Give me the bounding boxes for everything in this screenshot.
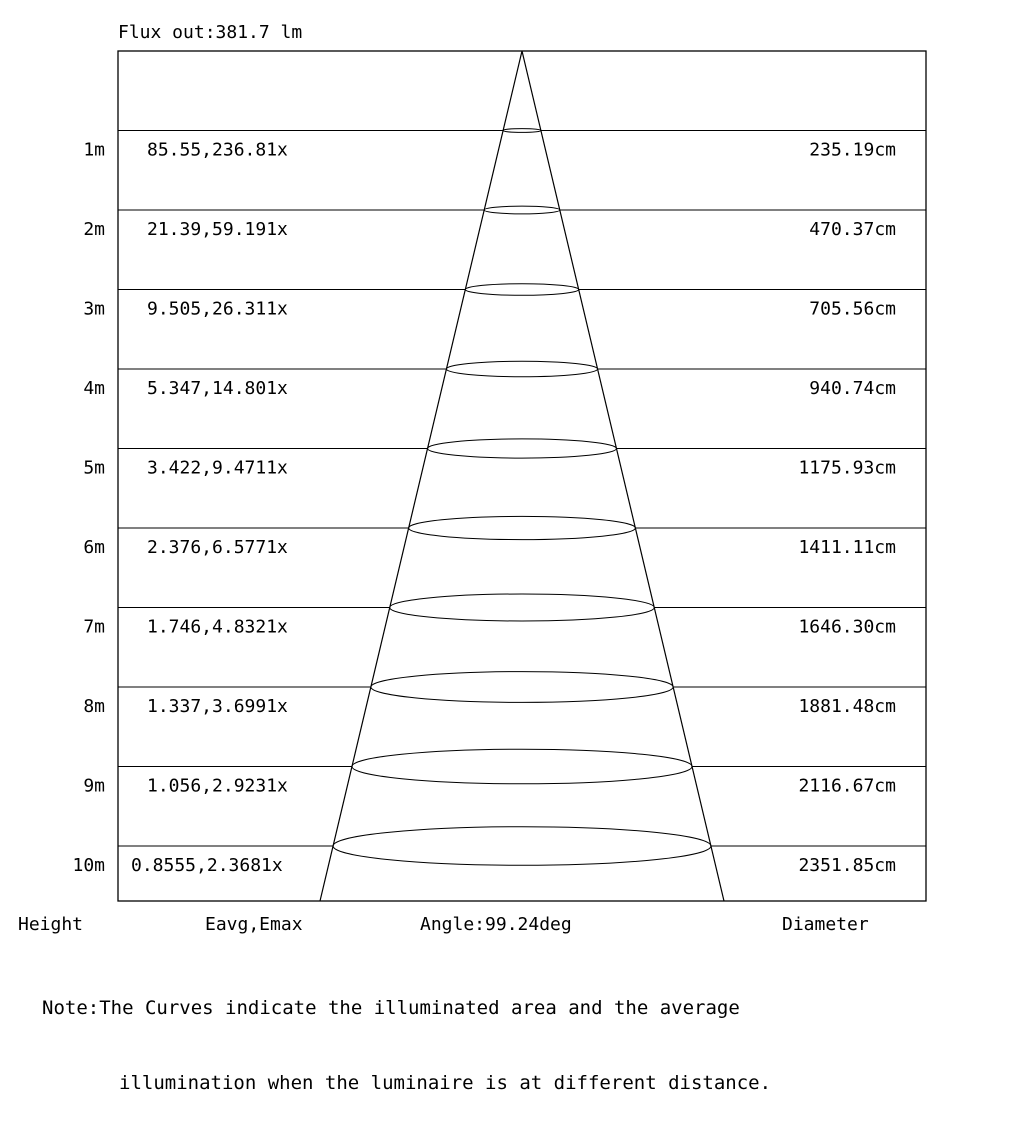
row-height-label: 2m [83, 219, 105, 240]
row-diameter-label: 470.37cm [809, 219, 896, 240]
row-height-label: 7m [83, 616, 105, 638]
row-illuminance-label: 1.056,2.9231x [147, 775, 288, 797]
eavg-column-label: Eavg,Emax [205, 914, 303, 935]
row-diameter-label: 940.74cm [809, 378, 896, 399]
beam-angle-label: Angle:99.24deg [420, 914, 572, 935]
row-diameter-label: 705.56cm [809, 298, 896, 320]
beam-ellipse [390, 594, 655, 621]
row-illuminance-label: 85.55,236.81x [147, 139, 288, 161]
beam-ellipse [371, 672, 673, 703]
beam-ellipse [484, 206, 560, 214]
row-height-label: 6m [83, 537, 105, 558]
row-illuminance-label: 1.337,3.6991x [147, 696, 288, 717]
diameter-column-label: Diameter [782, 914, 869, 935]
beam-ellipse [333, 827, 711, 866]
note-line-2: illumination when the luminaire is at different distance. [119, 1072, 772, 1094]
beam-ellipse [352, 749, 692, 784]
row-illuminance-label: 2.376,6.5771x [147, 537, 288, 558]
beam-ellipse [428, 439, 617, 458]
row-diameter-label: 1881.48cm [798, 696, 896, 717]
note-line-1: Note:The Curves indicate the illuminated area and the average [42, 997, 740, 1019]
row-height-label: 8m [83, 696, 105, 717]
beam-cone [320, 51, 724, 901]
row-illuminance-label: 0.8555,2.3681x [131, 855, 283, 876]
row-illuminance-label: 21.39,59.191x [147, 219, 288, 240]
row-diameter-label: 1175.93cm [798, 457, 896, 479]
row-diameter-label: 2116.67cm [798, 775, 896, 797]
row-diameter-label: 1411.11cm [798, 537, 896, 558]
note [42, 946, 771, 1121]
row-diameter-label: 2351.85cm [798, 855, 896, 876]
flux-label: Flux out:381.7 lm [118, 22, 303, 43]
row-illuminance-label: 1.746,4.8321x [147, 616, 288, 638]
row-height-label: 4m [83, 378, 105, 399]
row-diameter-label: 1646.30cm [798, 616, 896, 638]
row-height-label: 1m [83, 139, 105, 161]
row-illuminance-label: 5.347,14.801x [147, 378, 288, 399]
beam-ellipse [503, 129, 541, 133]
row-height-label: 10m [72, 855, 105, 876]
beam-ellipse [465, 284, 578, 296]
row-height-label: 5m [83, 457, 105, 479]
beam-ellipse [446, 361, 597, 376]
row-illuminance-label: 3.422,9.4711x [147, 457, 288, 479]
height-column-label: Height [18, 914, 84, 935]
row-height-label: 3m [83, 298, 105, 320]
row-illuminance-label: 9.505,26.311x [147, 298, 288, 320]
row-height-label: 9m [83, 775, 105, 797]
row-diameter-label: 235.19cm [809, 139, 896, 161]
beam-ellipse [409, 516, 636, 539]
